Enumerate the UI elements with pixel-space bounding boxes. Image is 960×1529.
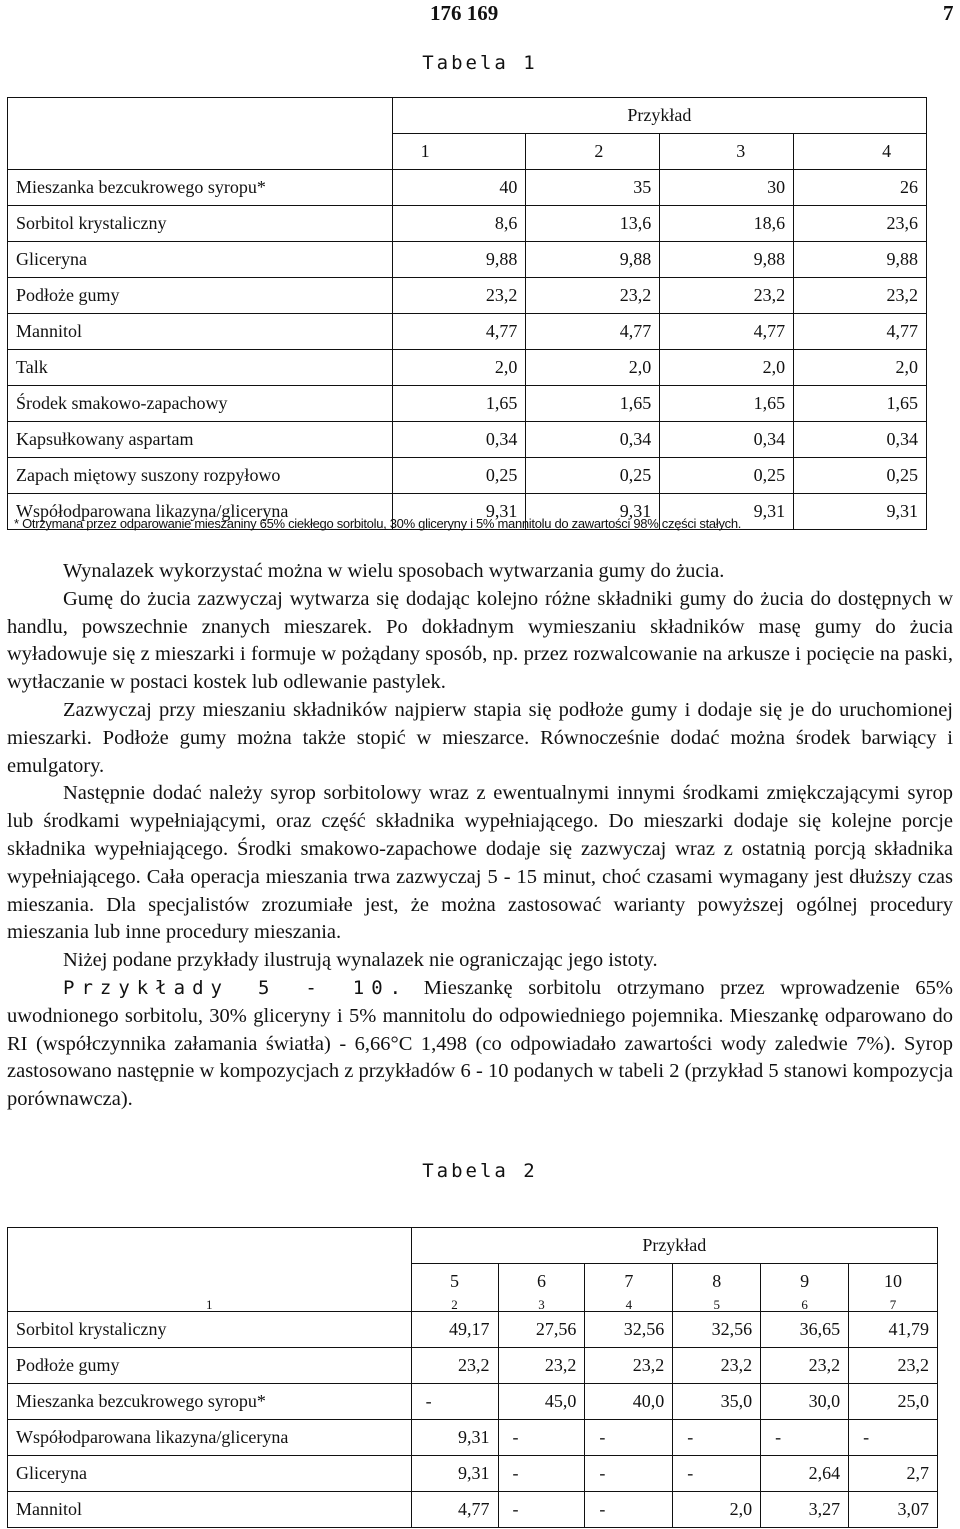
table-row [8,1492,938,1528]
table-cell: 1,65 [794,386,927,422]
table-cell: 3,27 [761,1492,849,1528]
table-cell: 23,2 [660,278,794,314]
table-cell: 36,65 [761,1312,849,1348]
table-cell: 9,31 [411,1420,498,1456]
table-row [8,170,927,206]
row-label: Mieszanka bezcukrowego syropu* [8,170,393,206]
table-cell: 9,88 [392,242,526,278]
table-cell: 4,77 [526,314,660,350]
table-cell: 4,77 [392,314,526,350]
table-cell: 13,6 [526,206,660,242]
row-label: Gliceryna [8,242,393,278]
table-cell: 0,34 [794,422,927,458]
table-cell: 2,0 [392,350,526,386]
table-cell: 23,2 [585,1348,673,1384]
table-cell: 23,2 [526,278,660,314]
index-cell: 6 [761,1299,849,1312]
table-cell: 9,31 [526,494,660,530]
index-cell: 7 [849,1299,938,1312]
table-row [8,242,927,278]
table-cell: 8,6 [392,206,526,242]
paragraph: Niżej podane przykłady ilustrują wynalazek nie ograniczając jego istoty. [63,949,658,972]
table-cell: 23,6 [794,206,927,242]
paragraph [7,975,953,1114]
table1 [7,97,927,530]
table-cell: 9,31 [660,494,794,530]
row-label: Kapsułkowany aspartam [8,422,393,458]
table-cell: 32,56 [585,1312,673,1348]
paragraph: Wynalazek wykorzystać można w wielu sposobach wytwarzania gumy do żucia. [63,560,725,582]
row-label: Podłoże gumy [8,278,393,314]
table-cell: 23,2 [411,1348,498,1384]
row-label: Mannitol [8,314,393,350]
row-label: Gliceryna [8,1456,412,1492]
table-cell: 9,88 [660,242,794,278]
table-cell: 40,0 [585,1384,673,1420]
patent-number: 176 169 [430,1,499,25]
row-label: Podłoże gumy [8,1348,412,1384]
table-cell: 35,0 [673,1384,761,1420]
table1-footnote: * Otrzymana przez odparowanie mieszaniny 65% ciekłego sorbitolu, 30% gliceryny i 5% mannitolu do zawartości 98% części stałych. [14,516,742,531]
table-cell: 45,0 [498,1384,585,1420]
table-row [8,206,927,242]
table1-corner [8,98,393,134]
table-cell: 1,65 [392,386,526,422]
table-cell: 0,25 [794,458,927,494]
table-cell: 9,31 [392,494,526,530]
examples-text: Mieszankę sorbitolu otrzymano przez wprowadzenie 65% uwodnionego sorbitolu, 30% gliceryny i 5% mannitolu do odpowiedniego pojemnika. Mieszankę odparowano do RI (współczynnika załamania światła) - 6,66°C 1,498 (co odpowiadało zawartości wody zaledwie 7%). Syrop zastosowano następnie w kompozycjach z przykładów 6 - 10 podanych w tabeli 2 (przykład 5 stanowi kompozycja porównawcza). [7,976,953,1111]
table-cell: 1,65 [660,386,794,422]
table-cell: - [585,1420,673,1456]
paragraph: Gumę do żucia zazwyczaj wytwarza się dodając kolejno różne składniki gumy do żucia do dostępnych w handlu, powszechnie znanych mieszarek. Po dokładnym wymieszaniu składników masę gumy do żucia wyładowuje się z mieszarki i formuje w pożądany sposób, np. przez rozwalcowanie na arkusze i pocięcie na paski, wytłaczanie w postaci kostek lub odlewanie pastylek. [7,587,953,694]
row-label: Współodparowana likazyna/gliceryna [8,494,393,530]
table1-col-header: 4 [794,134,927,170]
table-cell: 26 [794,170,927,206]
table-cell: 23,2 [849,1348,938,1384]
table-cell: 2,0 [673,1492,761,1528]
table-cell: 32,56 [673,1312,761,1348]
table2 [7,1227,938,1528]
table-row [8,422,927,458]
row-label: Mannitol [8,1492,412,1528]
index-cell: 3 [498,1299,585,1312]
table1-header-blank [8,134,393,170]
table-cell: 27,56 [498,1312,585,1348]
table-cell: 9,88 [794,242,927,278]
table-cell: 9,88 [526,242,660,278]
table2-group-header: Przykład [411,1228,937,1264]
table-cell: 1,65 [526,386,660,422]
table-cell: 2,7 [849,1456,938,1492]
row-label: Sorbitol krystaliczny [8,1312,412,1348]
table-row [8,458,927,494]
table1-title: Tabela 1 [422,52,538,74]
table2-corner [8,1228,412,1264]
row-label: Sorbitol krystaliczny [8,206,393,242]
table-cell: 9,31 [794,494,927,530]
table-cell: 23,2 [392,278,526,314]
table-cell: 2,0 [794,350,927,386]
row-label: Środek smakowo-zapachowy [8,386,393,422]
table-cell: 0,34 [526,422,660,458]
table-cell: 18,6 [660,206,794,242]
table2-col-header: 9 [761,1264,849,1300]
table1-group-header: Przykład [392,98,926,134]
table-cell: 30 [660,170,794,206]
table-cell: 0,34 [660,422,794,458]
table-cell: 23,2 [761,1348,849,1384]
table2-col-header: 8 [673,1264,761,1300]
table-cell: 40 [392,170,526,206]
table-row [8,350,927,386]
table2-col-header: 7 [585,1264,673,1300]
table-cell: 2,0 [660,350,794,386]
table-cell: - [673,1420,761,1456]
table-cell: 0,25 [526,458,660,494]
table-cell: 0,25 [660,458,794,494]
table-cell: 23,2 [794,278,927,314]
index-cell: 1 [8,1299,412,1312]
table-row [8,1312,938,1348]
table-cell: 0,25 [392,458,526,494]
table-row [8,314,927,350]
examples-heading: Przykłady 5 - 10. [63,976,409,999]
table-cell: - [585,1492,673,1528]
row-label: Talk [8,350,393,386]
table-cell: 3,07 [849,1492,938,1528]
row-label: Współodparowana likazyna/gliceryna [8,1420,412,1456]
table2-col-header: 5 [411,1264,498,1300]
table-cell: 4,77 [660,314,794,350]
table-cell: 23,2 [673,1348,761,1384]
table-cell: - [849,1420,938,1456]
table-cell: - [411,1384,498,1420]
table2-col-header: 10 [849,1264,938,1300]
table-cell: 41,79 [849,1312,938,1348]
table2-header-blank [8,1264,412,1300]
table-cell: 2,0 [526,350,660,386]
table1-col-header: 2 [526,134,660,170]
table-cell: - [673,1456,761,1492]
row-label: Zapach miętowy suszony rozpyłowo [8,458,393,494]
table-cell: - [498,1420,585,1456]
table-cell: - [498,1492,585,1528]
paragraph: Zazwyczaj przy mieszaniu składników najpierw stapia się podłoże gumy i dodaje się je do uruchomionej mieszarki. Podłoże gumy można także stopić w mieszarce. Równocześnie dodać można środek barwiący i emulgatory. [7,698,953,777]
index-cell: 5 [673,1299,761,1312]
index-cell: 2 [411,1299,498,1312]
table2-title: Tabela 2 [422,1160,538,1182]
table-cell: 49,17 [411,1312,498,1348]
table-cell: 9,31 [411,1456,498,1492]
index-cell: 4 [585,1299,673,1312]
table-row [8,1420,938,1456]
table-cell: - [761,1420,849,1456]
table-row [8,1384,938,1420]
table-cell: 23,2 [498,1348,585,1384]
row-label: Mieszanka bezcukrowego syropu* [8,1384,412,1420]
page-number: 7 [943,1,954,25]
table-cell: 35 [526,170,660,206]
table2-col-header: 6 [498,1264,585,1300]
paragraph: Następnie dodać należy syrop sorbitolowy wraz z ewentualnymi innymi środkami zmiękczającymi syrop lub środkami wypełniającymi, oraz część składnika wypełniającego. Do mieszarki dodaje się kolejne porcje składnika wypełniającego. Środki smakowo-zapachowe dodaje się zazwyczaj wraz z ostatnią porcją składnika wypełniającego. Cała operacja mieszania trwa zazwyczaj 5 - 15 minut, choć czasami wymagany jest dłuższy czas mieszania. Dla specjalistów zrozumiałe jest, że można zastosować warianty powyższej ogólnej procedury mieszania lub inne procedury mieszania. [7,782,953,944]
body-text [7,558,953,1114]
table-cell: 30,0 [761,1384,849,1420]
table-row [8,1348,938,1384]
table-cell: 0,34 [392,422,526,458]
table-cell: 4,77 [794,314,927,350]
table-cell: 25,0 [849,1384,938,1420]
table-cell: - [585,1456,673,1492]
table-cell: 4,77 [411,1492,498,1528]
table-row [8,1456,938,1492]
table1-col-header: 3 [660,134,794,170]
table1-col-header: 1 [392,134,526,170]
table-row [8,386,927,422]
table-row [8,278,927,314]
table-cell: - [498,1456,585,1492]
table-cell: 2,64 [761,1456,849,1492]
